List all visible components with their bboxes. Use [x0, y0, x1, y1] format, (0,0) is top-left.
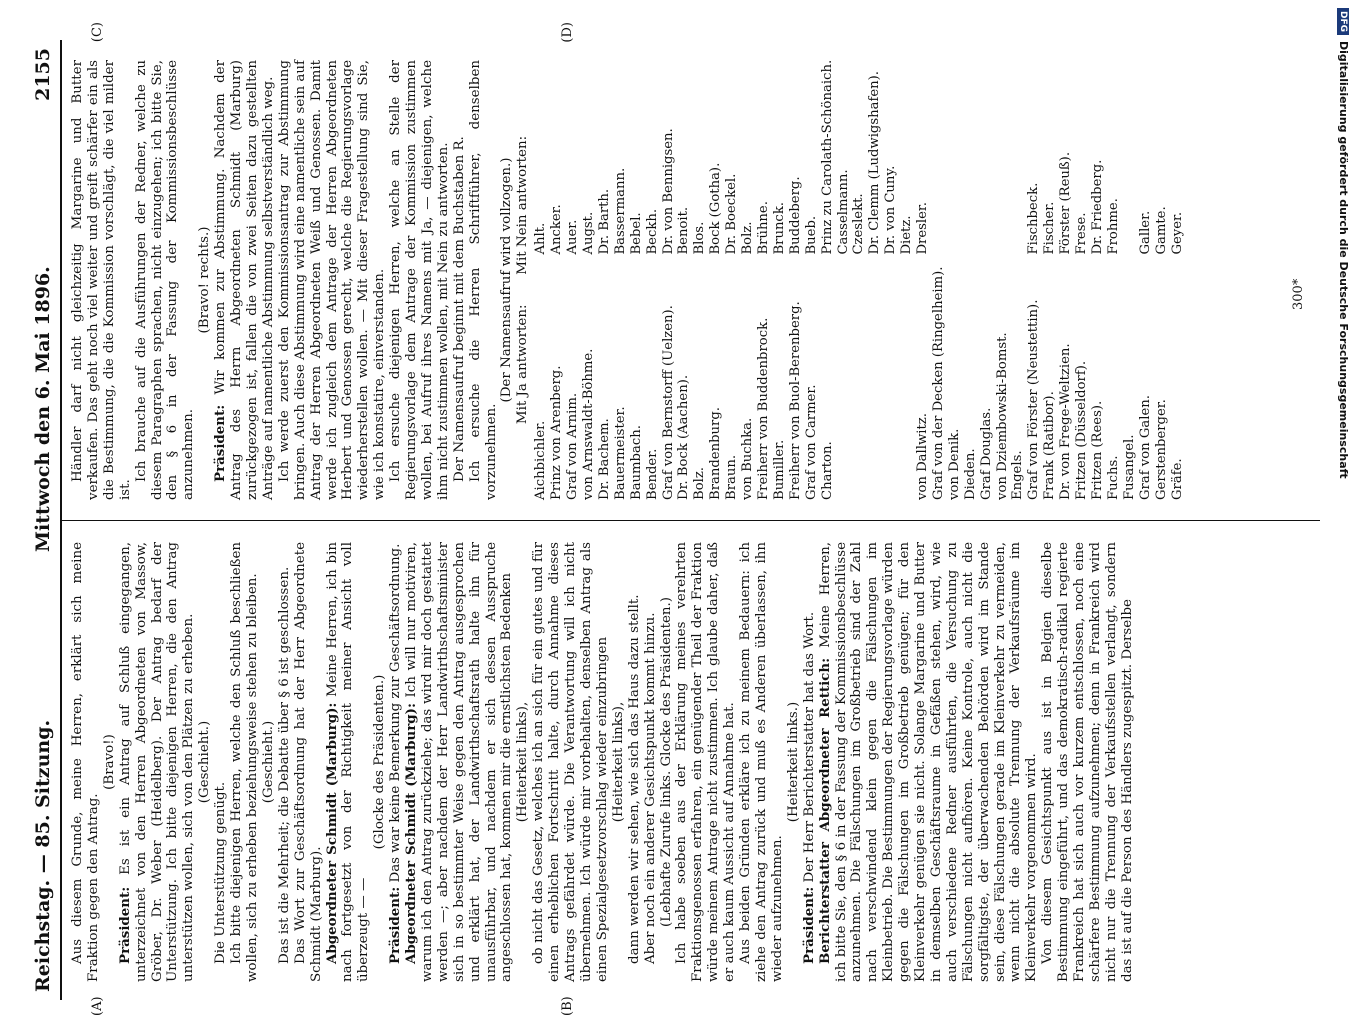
no-voter-name: Bueb. [803, 215, 819, 255]
paragraph-text: Ich werde zuerst den Kommissionsantrag zur Abstimmung bringen. Auch diese Abstimmung wird eine namentliche sein auf Antrag der Herren Abgeordneten Weiß und Genossen. Damit werde ich zugleich dem Antrage der Herren Abgeordneten Herbert und Genossen gerecht, welche die Regierungsvorlage wiederherstellen wollen. — Mit dieser Fragestellung sind Sie, wie ich konstatire, einverstanden. [276, 60, 388, 500]
yes-voter-name: Graf von Arnim. [565, 392, 581, 500]
speaker-label: Berichterstatter Abgeordneter Rettich: [816, 657, 833, 964]
running-header [20, 40, 60, 1000]
paragraph-text: (Heiterkeit links.) [785, 701, 801, 823]
no-voter-name: Dr. von Cuny. [883, 165, 899, 255]
stage-direction [611, 542, 627, 982]
yes-voter-name: Dr. von Frege-Weltzien. [1058, 343, 1074, 500]
paragraph-text: Ich ersuche diejenigen Herren, welche an Stelle der Regierungsvorlage dem Antrage der Kommission zustimmen wollen, bei Aufruf ihres Namens mit Ja, — diejenigen, welche ihm nicht zustimmen wollen, mit Nein zu antworten. [388, 60, 451, 500]
yes-voter-name: Braun. [724, 454, 740, 500]
column-divider [60, 520, 1320, 521]
yes-voter-name: Prinz von Arenberg. [549, 365, 565, 500]
rotated-sheet [20, 22, 1330, 1016]
margin-marker-a: (A) [90, 996, 105, 1016]
yes-voter-name: Graf Douglas. [978, 407, 994, 500]
yes-voter-name: Freiherr von Buol-Berenberg. [787, 301, 803, 500]
no-voter-name: Fischer. [1042, 201, 1058, 255]
paragraph [1040, 542, 1135, 982]
speaker-label: Abgeordneter Schmidt (Marburg): [323, 702, 340, 964]
right-column-paragraphs [70, 60, 515, 500]
yes-voter-name: Bolz. [692, 467, 708, 500]
margin-marker-c: (C) [90, 22, 105, 43]
paragraph [388, 60, 452, 500]
stage-direction [261, 542, 277, 982]
no-voter-name: Dr. von Bennigsen. [660, 128, 676, 255]
no-voter-name [1122, 60, 1138, 255]
yes-voter-name [883, 267, 899, 500]
no-voter-name [979, 60, 995, 255]
paragraph-text: Die Unterstützung genügt. [213, 781, 229, 964]
no-voter-name: Frese. [1074, 212, 1090, 255]
paragraph-text: Der Namensaufruf beginnt mit dem Buchstaben R. [451, 136, 467, 482]
left-text-column [70, 542, 1320, 982]
paragraph-text: Das war keine Bemerkung zur Geschäftsordnung. [388, 543, 404, 883]
yes-voter-name: Gräfe. [1169, 458, 1185, 500]
roll-call-names [533, 60, 1185, 500]
paragraph-text: Ich will nur motiviren, warum ich den Antrag zurückziehe; das wird mir doch gestattet werden —; aber nachdem der Herr Landwirthschaftsminister sich in so bestimmter Weise gegen den Antrag ausgesprochen und erklärt hat, der Landwirthschaftsrath halte ihn für unausführbar, und nachdem er sich dessen Ausspruche angeschlossen hat, kommen mir die ernstlichsten Bedenken [404, 542, 515, 982]
yes-voter-name [899, 267, 915, 500]
paragraph-text: Wir kommen zur Abstimmung. Nachdem der Antrag des Herrn Abgeordneten Schmidt (Marburg) zurückgezogen ist, fallen die von zwei Seiten dazu gestellten Anträge auf namentliche Abstimmung selbstverständlich weg. [213, 60, 276, 500]
no-voter-name: Beckh. [644, 208, 660, 255]
paragraph [213, 60, 277, 500]
no-voter-name: Buddeberg. [787, 176, 803, 255]
stage-direction [786, 542, 802, 982]
paragraph-text: Meine Herren, ich bin nach fortgesetzt von der Richtigkeit meiner Ansicht voll überzeugt — — [324, 542, 372, 982]
yes-voter-name: Graf von Carmer. [803, 384, 819, 500]
paragraph [627, 542, 643, 982]
paragraph [388, 542, 404, 982]
paragraph [134, 60, 198, 500]
paragraph-text: Ich brauche auf die Ausführungen der Redner, welche zu diesem Paragraphen sprachen, nicht einzugehen; ich bitte Sie, den § 6 in der Fassung der Kommissionsbeschlüsse anzunehmen. [133, 60, 197, 500]
speaker-label: Präsident: [116, 886, 133, 964]
no-voter-name: Dr. Boeckel. [724, 173, 740, 255]
paragraph [70, 542, 102, 982]
paragraph-text: Aus beiden Gründen erkläre ich zu meinem Bedauern: ich ziehe den Antrag zurück und muß es Anderen überlassen, ihn wieder aufzunehmen. [738, 542, 785, 982]
yes-voter-name: Charton. [819, 441, 835, 500]
paragraph-text: Das Wort zur Geschäftsordnung hat der Herr Abgeordnete Schmidt (Marburg). [292, 542, 324, 982]
paragraph [643, 542, 659, 982]
yes-voter-name: Aichbichler. [533, 420, 549, 500]
yes-voter-name: Frank (Ratibor). [1042, 391, 1058, 500]
header-session: Reichstag. — 85. Sitzung. [32, 719, 54, 992]
speaker-label: Präsident: [387, 886, 404, 964]
paragraph [293, 542, 325, 982]
no-voter-name: Dr. Friedberg. [1090, 159, 1105, 255]
paragraph-text: (Bravo! rechts.) [197, 226, 213, 334]
speaker-label: Präsident: [800, 886, 817, 964]
no-voter-name [963, 60, 979, 255]
paragraph-text: Der Herr Berichterstatter hat das Wort. [801, 611, 817, 883]
no-voter-name: Dietz. [899, 215, 915, 255]
no-voter-name: Frohme. [1105, 198, 1121, 255]
yes-voter-name: von Dziembowski-Bomst. [994, 332, 1010, 500]
stage-direction [499, 60, 515, 500]
yes-voter-name: Brandenburg. [708, 407, 724, 500]
yes-voter-name [851, 267, 867, 500]
yes-voter-name: Fritzen (Düsseldorf). [1074, 360, 1090, 500]
stage-direction [515, 542, 531, 982]
yes-voter-name: Graf von Galen. [1137, 395, 1153, 500]
paragraph [738, 542, 786, 982]
speaker-label: Präsident: [212, 404, 229, 482]
paragraph [404, 542, 515, 982]
stage-direction [197, 542, 213, 982]
no-voter-name: Bock (Gotha). [708, 162, 724, 255]
yes-voter-name: Engels. [1010, 450, 1026, 500]
yes-voter-name: Graf von Bernstorff (Uelzen). [660, 305, 676, 500]
paragraph-text: (Geschieht.) [260, 720, 276, 804]
digitization-credit [1320, 0, 1350, 1000]
yes-voter-name [836, 267, 852, 500]
no-voter-name: Brunck. [771, 201, 787, 255]
no-voter-name: Dresler. [915, 202, 931, 255]
stage-direction [197, 60, 213, 500]
paragraph [118, 542, 198, 982]
yes-voter-name: Bauermeister. [612, 406, 628, 500]
no-voter-name [947, 60, 963, 255]
margin-marker-d: (D) [560, 22, 575, 43]
paragraph [674, 542, 738, 982]
no-voter-name: Dr. Barth. [596, 188, 612, 255]
paragraph-text: (Heiterkeit links), [610, 701, 626, 823]
dfg-logo: DFG [1338, 8, 1350, 35]
yes-voter-name: Graf von Förster (Neustettin). [1026, 299, 1042, 500]
yes-voter-name: Bumiller. [771, 439, 787, 500]
speaker-label: Abgeordneter Schmidt (Marburg): [403, 703, 420, 964]
paragraph-text: ob nicht das Gesetz, welches ich an sich für ein gutes und für einen erheblichen Fortschritt halte, durch Annahme dieses Antrags gefährdet würde. Die Verantwortung will ich nicht übernehmen. Ich würde mir vorbehalten, denselben Antrag als einen Spezialgesetzvorschlag wieder einzubringen [531, 542, 610, 982]
paragraph [229, 542, 261, 982]
no-voter-name: Blos. [692, 221, 708, 255]
stage-direction [372, 542, 388, 982]
no-voter-name: Casselmann. [835, 169, 851, 255]
paragraph [802, 542, 818, 982]
yes-voter-name: von Denik. [946, 428, 962, 500]
paragraph-text: Ich habe soeben aus der Erklärung meines verehrten Fraktionsgenossen erfahren, ein genügender Theil der Fraktion würde meinem Antrage nicht zustimmen. Ich glaube daher, daß er auch kaum Aussicht auf Annahme hat. [674, 542, 738, 982]
no-voter-name: Förster (Reuß). [1058, 151, 1074, 255]
paragraph-text: (Lebhafte Zurufe links. Glocke des Präsidenten.) [658, 596, 674, 928]
paragraph-text: Von diesem Gesichtspunkt aus ist in Belgien dieselbe Bestimmung eingeführt, und das demokratisch-radikal regierte Frankreich hat sich auch vor kurzem entschlossen, noch eine schärfere Bestimmung aufzunehmen; denn in Frankreich wird nicht nur die Trennung der Verkaufsstellen verlangt, sondern das ist auf die Person des Händlers zugespitzt. Derselbe [1040, 542, 1135, 982]
paragraph-text: (Heiterkeit links), [515, 701, 531, 823]
yes-voter-name: Fusangel. [1121, 434, 1137, 500]
paragraph-text: Händler darf nicht gleichzeitig Margarine und Butter verkaufen. Das geht noch viel weiter und greift schärfer ein als die Bestimmung, die die Kommission vorschlägt, die viel milder ist. [70, 60, 133, 500]
yes-voter-name: Graf von der Decken (Ringelheim). [930, 266, 946, 500]
yes-voter-name: Dr. Bock (Aachen). [676, 374, 692, 500]
page-stamp: 300* [1291, 278, 1306, 310]
no-voter-name: Benoit. [676, 206, 692, 255]
yes-voter-name: Freiherr von Buddenbrock. [755, 317, 771, 500]
no-voter-name [931, 60, 947, 255]
yes-voter-name: Dr. Bachem. [596, 418, 612, 500]
no-voter-name [995, 60, 1011, 255]
paragraph [213, 542, 229, 982]
header-date: Mittwoch den 6. Mai 1896. [32, 266, 54, 552]
no-voter-name: Brühne. [755, 201, 771, 255]
yes-voter-name: von Buchka. [740, 417, 756, 500]
paragraph [818, 542, 1041, 982]
paragraph-text: Ich bitte diejenigen Herren, welche den Schluß beschließen wollen, sich zu erheben beziehungsweise stehen zu bleiben. [229, 542, 260, 982]
stage-direction [659, 542, 675, 982]
paragraph-text: Aus diesem Grunde, meine Herren, erklärt sich meine Fraktion gegen den Antrag. [70, 542, 101, 982]
paragraph [277, 542, 293, 982]
no-voter-name: Fischbeck. [1026, 182, 1042, 255]
stage-direction [102, 542, 118, 982]
yes-voter-name: Dieden. [962, 448, 978, 500]
right-text-column [70, 60, 1320, 500]
no-voter-name: Czeslekt. [851, 193, 867, 255]
yes-voter-name: Baumbach. [628, 425, 644, 500]
paragraph-text: Aber noch ein anderer Gesichtspunkt kommt hinzu. [642, 612, 658, 964]
paragraph-text: (Glocke des Präsidenten.) [372, 674, 388, 850]
no-voter-name: Bebel. [628, 212, 644, 255]
no-voter-name [1010, 60, 1026, 255]
paragraph-text: dann werden wir sehen, wie sich das Haus dazu stellt. [626, 594, 642, 964]
header-page-number: 2155 [32, 48, 54, 101]
no-voter-name: Bolz. [740, 221, 756, 255]
no-heading: Mit Nein antworten: [515, 135, 531, 275]
no-voter-name: Ahlt. [533, 222, 549, 255]
paragraph-text: (Bravo!) [101, 734, 117, 790]
yes-heading: Mit Ja antworten: [515, 304, 531, 425]
yes-voter-name: von Arnswaldt-Böhme. [581, 348, 596, 500]
no-voter-name: Ancker. [549, 204, 565, 255]
paragraph [452, 60, 468, 500]
no-voter-name: Prinz zu Carolath-Schönaich. [819, 59, 835, 255]
yes-voter-name: Bender. [644, 448, 660, 500]
paragraph [325, 542, 373, 982]
paragraph-text: Ich ersuche die Herren Schriftführer, denselben vorzunehmen. [467, 60, 499, 500]
no-voter-name: Auer. [565, 219, 581, 255]
paragraph [531, 542, 611, 982]
no-voter-name: Dr. Clemm (Ludwigshafen). [867, 70, 883, 255]
paragraph-text: Meine Herren, ich bitte Sie, den § 6 in der Fassung der Kommissionsbeschlüsse anzunehmen. Die Fälschungen im Großbetrieb sind der Zahl nach verschwindend klein gegen die Fälschungen im Kleinbetrieb. Die Bestimmungen der Regierungsvorlage würden gegen die Fälschungen im Großbetrieb genügen; für den Kleinverkehr genügen sie nicht. Solange Margarine und Butter in demselben Geschäftsraume in Gefäßen stehen, wird, wie auch verschiedene Redner ausführten, die Versuchung zu Fälschungen nicht aufhören. Keine Kontrole, auch nicht die sorgfältigste, der überwachenden Behörden wird im Stande sein, diese Fälschungen gerade im Kleinverkehr zu vermeiden, wenn nicht die absolute Trennung der Verkaufsräume im Kleinverkehr vorgenommen wird. [817, 542, 1040, 982]
no-voter-name: Galler. [1137, 210, 1153, 255]
paragraph-text: (Geschieht.) [197, 720, 213, 804]
yes-voter-name: Fritzen (Rees). [1090, 400, 1105, 500]
yes-voter-name [867, 267, 883, 500]
margin-marker-b: (B) [560, 996, 575, 1016]
yes-voter-name: Gerstenberger. [1153, 399, 1169, 500]
no-voter-name: Gamte. [1153, 206, 1169, 255]
paragraph [277, 60, 388, 500]
paragraph [70, 60, 134, 500]
no-voter-name: Geyer. [1169, 211, 1185, 255]
no-voter-name: Bassermann. [612, 167, 628, 255]
paragraph-text: Das ist die Mehrheit; die Debatte über § 6 ist geschlossen. [276, 566, 292, 964]
no-voter-name: Augst. [581, 211, 596, 255]
paragraph-text: Es ist ein Antrag auf Schluß eingegangen, unterzeichnet von den Herren Abgeordneten von Massow, Gröber, Dr. Weber (Heidelberg). Der Antrag bedarf der Unterstützung. Ich bitte diejenigen Herren, die den Antrag unterstützen wollen, sich von den Plätzen zu erheben. [117, 542, 197, 982]
yes-voter-name: Fuchs. [1105, 455, 1121, 500]
paragraph-text: (Der Namensaufruf wird vollzogen.) [499, 157, 515, 403]
paragraph [468, 60, 500, 500]
credit-text: Digitalisierung gefördert durch die Deutsche Forschungsgemeinschaft [1337, 41, 1350, 479]
yes-voter-name: von Dallwitz. [915, 413, 931, 500]
vote-headings [515, 60, 531, 500]
